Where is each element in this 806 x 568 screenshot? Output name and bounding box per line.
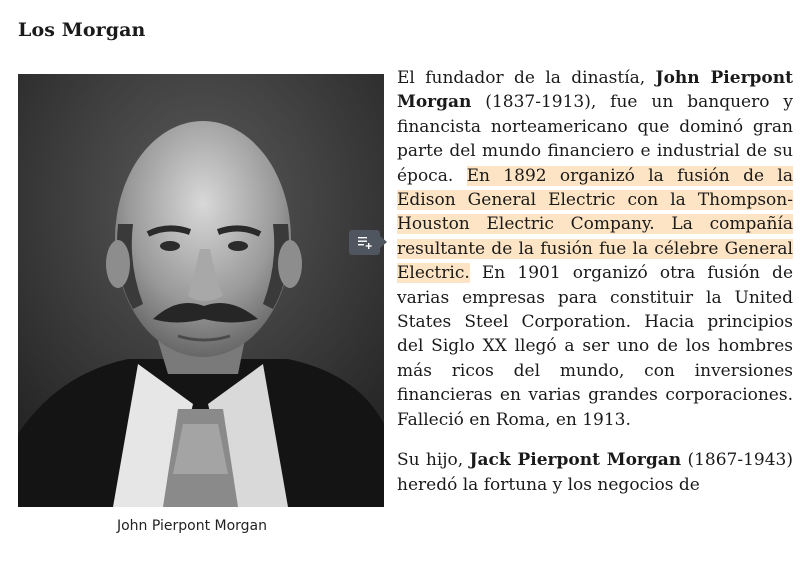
portrait-photo xyxy=(18,74,384,507)
paragraph-jack-pierpont xyxy=(397,448,793,497)
figure-caption: John Pierpont Morgan xyxy=(116,518,268,534)
p1-bold-name: John Pierpont Morgan xyxy=(397,68,793,113)
portrait-illustration xyxy=(18,74,384,507)
p1-text-b: (1837-1913), fue un banquero y financista norteamericano que dominó gran parte del mundo financiero e industrial de su época. xyxy=(397,92,793,186)
highlighted-passage[interactable]: En 1892 organizó la fusión de la Edison General Electric con la Thompson-Houston Electric Company. La compañía resultante de la fusión fue la célebre General Electric. xyxy=(397,165,793,284)
section-title: Los Morgan xyxy=(18,19,146,41)
p2-bold-name: Jack Pierpont Morgan xyxy=(469,450,682,471)
p2-text-a: Su hijo, xyxy=(397,450,470,471)
p1-text-a: El fundador de la dinastía, xyxy=(397,68,656,88)
p2-text-b: (1867-1943) heredó la fortuna y los negocios de xyxy=(397,450,793,495)
paragraph-john-pierpont xyxy=(397,66,793,432)
p1-text-c: En 1901 organizó otra fusión de varias empresas para constituir la United States Steel Corporation. Hacia principios del Siglo XX llegó a ser uno de los hombres más ricos del mundo, con inversiones financieras en varias grandes corporaciones. Falleció en Roma, en 1913. xyxy=(397,263,793,430)
article-text xyxy=(397,66,793,513)
add-note-button[interactable] xyxy=(349,230,380,255)
add-note-icon xyxy=(358,236,372,249)
